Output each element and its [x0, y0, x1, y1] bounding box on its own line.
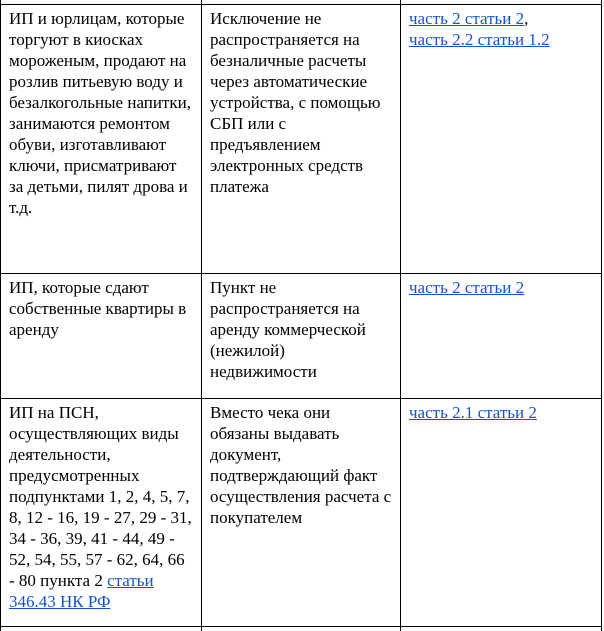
note-cell [202, 399, 401, 627]
who-cell [1, 399, 202, 627]
reference-cell [401, 274, 602, 399]
reference-cell [401, 5, 602, 274]
empty-cell [1, 627, 202, 631]
cell-text: Вместо чека они обязаны выдавать документ, подтверждающий факт осуществления расчета с покупателем [210, 403, 392, 527]
legal-reference-link[interactable]: часть 2 статьи 2 [409, 9, 525, 28]
legal-reference-link[interactable]: часть 2.2 статьи 1.2 [409, 30, 550, 49]
legal-reference-link[interactable]: часть 2.1 статьи 2 [409, 403, 537, 422]
table-row [1, 274, 602, 399]
legal-reference-link[interactable]: статьи 346.43 НК РФ [9, 571, 154, 611]
table-row [1, 399, 602, 627]
cell-text: Исключение не распространяется на безналичные расчеты через автоматические устройства, с помощью СБП или с предъявлением электронных средств платежа [210, 9, 381, 196]
cell-text: Пункт не распространяется на аренду коммерческой (нежилой) недвижимости [210, 278, 366, 381]
reference-cell [401, 399, 602, 627]
legal-reference-link[interactable]: часть 2 статьи 2 [409, 278, 525, 297]
note-cell [202, 274, 401, 399]
who-cell [1, 5, 202, 274]
table-row [1, 5, 602, 274]
cell-text: ИП на ПСН, осуществляющих виды деятельности, предусмотренных подпунктами 1, 2, 4, 5, 7, 8, 12 - 16, 19 - 27, 29 - 31, 34 - 36, 39, 41 - 44, 49 - 52, 54, 55, 57 - 62, 64, 66 - 80 пункта 2 [9, 403, 192, 590]
cell-text: ИП и юрлицам, которые торгуют в киосках мороженым, продают на розлив питьевую воду и безалкогольные напитки, занимаются ремонтом обуви, изготавливают ключи, присматривают за детьми, пилят дрова и т.д. [9, 9, 191, 217]
cell-text: , [524, 9, 529, 28]
table-body [1, 0, 602, 631]
empty-cell [202, 627, 401, 631]
partial-row-bottom [1, 627, 602, 631]
who-cell [1, 274, 202, 399]
note-cell [202, 5, 401, 274]
cell-text: ИП, которые сдают собственные квартиры в аренду [9, 278, 187, 339]
empty-cell [401, 627, 602, 631]
